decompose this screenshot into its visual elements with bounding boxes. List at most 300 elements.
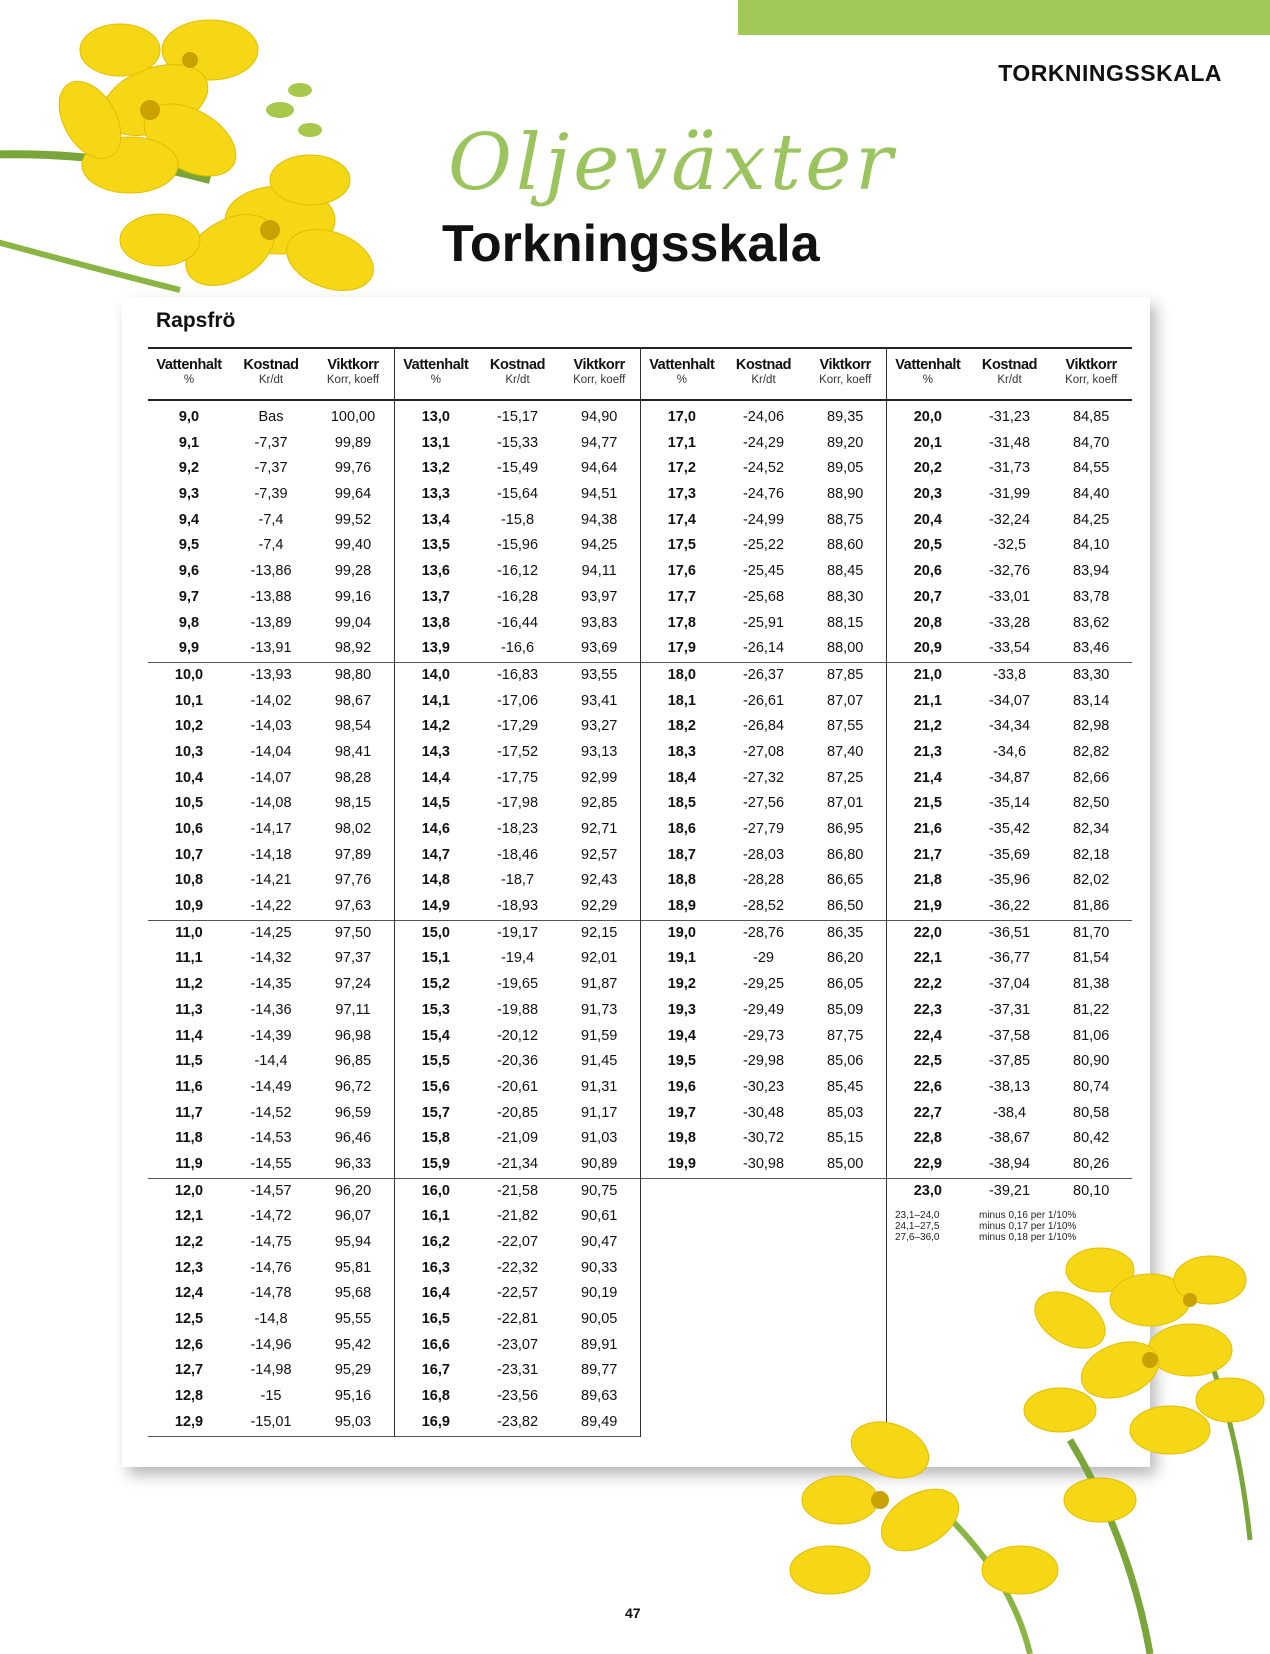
cost-cell: -7,37	[254, 460, 288, 477]
moisture-cell: 14,0	[421, 666, 450, 683]
correction-cell: 95,03	[334, 1413, 372, 1430]
correction-cell: 94,38	[581, 511, 618, 528]
moisture-cell: 20,2	[913, 460, 942, 477]
column-header-label: Viktkorr	[1065, 357, 1117, 373]
correction-cell: 89,05	[827, 460, 864, 477]
table-row	[395, 1152, 640, 1178]
correction-cell: 86,05	[827, 976, 864, 993]
table-row	[395, 920, 640, 947]
moisture-cell: 14,2	[421, 718, 450, 735]
script-title: Oljeväxter	[448, 118, 897, 208]
moisture-cell: 16,5	[421, 1311, 450, 1328]
correction-cell: 84,10	[1073, 537, 1110, 554]
table-row	[395, 1281, 640, 1307]
table-column	[394, 347, 640, 1437]
table-row	[641, 508, 886, 534]
column-header-unit: Korr, koeff	[326, 374, 380, 386]
correction-cell: 95,29	[334, 1362, 372, 1379]
cost-cell: -32,24	[988, 511, 1031, 528]
moisture-cell: 9,3	[178, 486, 200, 503]
table-row	[148, 533, 394, 559]
cost-cell: -13,88	[250, 588, 292, 605]
cost-cell: -34,07	[988, 692, 1031, 709]
cost-cell: -15,01	[250, 1413, 292, 1430]
cost-cell: -15,17	[496, 409, 539, 425]
table-row	[395, 1101, 640, 1127]
column-header-label: Vattenhalt	[156, 357, 222, 373]
table-row	[641, 611, 886, 637]
table-row	[395, 689, 640, 715]
table-row	[641, 843, 886, 869]
correction-cell: 92,01	[581, 950, 618, 967]
column-header-unit: Kr/dt	[997, 374, 1022, 386]
correction-cell: 82,50	[1073, 795, 1110, 812]
column-header	[887, 349, 969, 399]
correction-cell: 92,15	[581, 924, 618, 941]
table-row	[148, 1281, 394, 1307]
cost-cell: -33,28	[988, 614, 1031, 631]
correction-cell: 97,50	[334, 924, 372, 941]
correction-cell: 99,28	[334, 563, 372, 580]
moisture-cell: 18,4	[667, 769, 696, 786]
correction-cell: 95,94	[334, 1234, 372, 1250]
cost-cell: -31,99	[988, 486, 1031, 503]
correction-cell: 81,54	[1073, 950, 1110, 967]
correction-cell: 92,71	[581, 821, 618, 837]
table-column	[148, 347, 394, 1437]
table-row	[395, 405, 640, 431]
cost-cell: -28,76	[742, 924, 785, 941]
table-row	[395, 740, 640, 766]
moisture-cell: 13,0	[421, 409, 450, 425]
cost-cell: -7,4	[258, 537, 284, 554]
moisture-cell: 15,9	[421, 1155, 450, 1172]
column-header-unit: Kr/dt	[751, 374, 776, 386]
correction-cell: 93,69	[581, 640, 618, 657]
table-row	[641, 1024, 886, 1050]
table-row	[641, 662, 886, 689]
table-row	[148, 740, 394, 766]
correction-cell: 94,64	[581, 460, 618, 477]
cost-cell: -22,07	[496, 1234, 539, 1250]
table-row	[148, 636, 394, 662]
correction-cell: 86,80	[827, 846, 864, 863]
moisture-cell: 18,1	[667, 692, 696, 709]
cost-cell: -33,01	[988, 588, 1031, 605]
table-row	[395, 636, 640, 662]
moisture-cell: 22,7	[913, 1104, 942, 1121]
table-row	[148, 1049, 394, 1075]
moisture-cell: 16,2	[421, 1234, 450, 1250]
cost-cell: -29,98	[742, 1053, 785, 1070]
moisture-cell: 16,7	[421, 1362, 450, 1379]
moisture-cell: 22,9	[913, 1155, 942, 1172]
table-row	[887, 1126, 1132, 1152]
correction-cell: 93,83	[581, 614, 618, 631]
correction-cell: 90,47	[581, 1234, 618, 1250]
moisture-cell: 16,4	[421, 1285, 450, 1302]
moisture-cell: 12,0	[174, 1182, 204, 1199]
cost-cell: -15,49	[496, 460, 539, 477]
column-header-unit: %	[922, 374, 933, 386]
table-row	[395, 1075, 640, 1101]
correction-cell: 100,00	[330, 409, 376, 425]
table-row	[148, 791, 394, 817]
table-row	[641, 405, 886, 431]
table-row	[887, 972, 1132, 998]
correction-cell: 88,15	[827, 614, 864, 631]
table-row	[887, 946, 1132, 972]
cost-cell: -14,96	[250, 1336, 292, 1353]
cost-cell: -35,69	[988, 846, 1031, 863]
table-row	[641, 585, 886, 611]
correction-cell: 97,37	[334, 950, 372, 967]
moisture-cell: 10,0	[174, 666, 204, 683]
correction-cell: 98,67	[334, 692, 372, 709]
note-rule: minus 0,18 per 1/10%	[979, 1232, 1077, 1244]
table-row	[887, 1152, 1132, 1178]
cost-cell: -17,29	[496, 718, 539, 735]
cost-cell: -14,76	[250, 1259, 292, 1276]
card-title: Rapsfrö	[156, 309, 236, 332]
column-header	[1050, 349, 1132, 399]
cost-cell: -31,73	[988, 460, 1031, 477]
cost-cell: -24,76	[742, 486, 785, 503]
cost-cell: -13,86	[250, 563, 292, 580]
correction-cell: 96,98	[334, 1027, 372, 1044]
table-row	[148, 559, 394, 585]
moisture-cell: 15,7	[421, 1104, 450, 1121]
cost-cell: -28,03	[742, 846, 785, 863]
moisture-cell: 18,7	[667, 846, 696, 863]
moisture-cell: 18,3	[667, 743, 696, 760]
table-row	[395, 1358, 640, 1384]
cost-cell: -20,36	[496, 1053, 539, 1070]
moisture-cell: 19,8	[667, 1130, 696, 1147]
table-row	[641, 998, 886, 1024]
correction-cell: 94,77	[581, 434, 618, 451]
correction-cell: 95,81	[334, 1259, 372, 1276]
table-row	[641, 791, 886, 817]
accent-bar	[738, 0, 1270, 35]
correction-cell: 90,33	[581, 1259, 618, 1276]
moisture-cell: 22,0	[913, 924, 942, 941]
moisture-cell: 17,8	[667, 614, 696, 631]
moisture-cell: 17,6	[667, 563, 696, 580]
cost-cell: -38,13	[988, 1078, 1031, 1095]
moisture-cell: 10,3	[174, 743, 204, 760]
moisture-cell: 21,4	[913, 769, 942, 786]
correction-cell: 89,49	[581, 1413, 618, 1430]
moisture-cell: 10,8	[174, 872, 204, 889]
table-row	[395, 791, 640, 817]
moisture-cell: 13,6	[421, 563, 450, 580]
cost-cell: -18,93	[496, 898, 539, 915]
cost-cell: -39,21	[988, 1182, 1031, 1199]
table-row	[887, 585, 1132, 611]
correction-cell: 91,17	[581, 1104, 618, 1121]
cost-cell: -7,39	[254, 486, 288, 503]
moisture-cell: 20,1	[913, 434, 942, 451]
moisture-cell: 11,7	[175, 1104, 203, 1121]
cost-cell: -32,5	[992, 537, 1027, 554]
table-row	[887, 740, 1132, 766]
correction-cell: 96,85	[334, 1053, 372, 1070]
table-row	[148, 1024, 394, 1050]
correction-cell: 98,02	[334, 821, 372, 837]
correction-cell: 94,90	[581, 409, 618, 425]
correction-cell: 99,16	[334, 588, 372, 605]
table-row	[641, 868, 886, 894]
correction-cell: 86,35	[827, 924, 864, 941]
moisture-cell: 19,4	[667, 1027, 696, 1044]
table-row	[148, 766, 394, 792]
cost-cell: -34,87	[988, 769, 1031, 786]
correction-cell: 96,20	[334, 1182, 372, 1199]
table-row	[887, 998, 1132, 1024]
table-row	[148, 714, 394, 740]
cost-cell: -19,88	[496, 1001, 539, 1018]
correction-cell: 90,05	[581, 1311, 618, 1328]
table-row	[395, 482, 640, 508]
table-row	[395, 972, 640, 998]
cost-cell: -18,7	[500, 872, 535, 889]
table-row	[887, 559, 1132, 585]
correction-cell: 88,00	[827, 640, 864, 657]
table-row	[148, 843, 394, 869]
cost-cell: -15	[260, 1388, 282, 1405]
cost-cell: -23,31	[496, 1362, 539, 1379]
table-row	[395, 1049, 640, 1075]
cost-cell: -18,23	[496, 821, 539, 837]
cost-cell: -32,76	[988, 563, 1031, 580]
correction-cell: 97,63	[334, 898, 372, 915]
moisture-cell: 16,8	[421, 1388, 450, 1405]
correction-cell: 84,70	[1073, 434, 1110, 451]
table-row	[641, 636, 886, 662]
correction-cell: 99,52	[334, 511, 372, 528]
table-row	[887, 920, 1132, 947]
cost-cell: -14,52	[250, 1104, 292, 1121]
correction-cell: 80,90	[1073, 1053, 1110, 1070]
correction-cell: 93,41	[581, 692, 618, 709]
correction-cell: 92,85	[581, 795, 618, 812]
correction-cell: 95,42	[334, 1336, 372, 1353]
moisture-cell: 14,1	[421, 692, 450, 709]
moisture-cell: 17,7	[667, 588, 696, 605]
moisture-cell: 14,4	[421, 769, 450, 786]
moisture-cell: 12,1	[174, 1208, 204, 1225]
cost-cell: -7,37	[254, 434, 288, 451]
moisture-cell: 14,5	[421, 795, 450, 812]
correction-cell: 99,04	[334, 614, 372, 631]
cost-cell: -14,49	[250, 1078, 292, 1095]
correction-cell: 85,09	[827, 1001, 864, 1018]
correction-cell: 86,65	[827, 872, 864, 889]
correction-cell: 80,26	[1073, 1155, 1110, 1172]
moisture-cell: 9,2	[178, 460, 200, 477]
correction-cell: 96,46	[334, 1130, 372, 1147]
table-row	[148, 1384, 394, 1410]
cost-cell: -25,91	[742, 614, 785, 631]
correction-cell: 97,89	[334, 846, 372, 863]
moisture-cell: 19,5	[667, 1053, 696, 1070]
cost-cell: -16,83	[496, 666, 539, 683]
cost-cell: -13,93	[250, 666, 292, 683]
correction-cell: 95,68	[334, 1285, 372, 1302]
cost-cell: -37,04	[988, 976, 1031, 993]
table-row	[395, 559, 640, 585]
table-row	[148, 1410, 394, 1437]
correction-cell: 88,90	[827, 486, 864, 503]
correction-cell: 95,55	[334, 1311, 372, 1328]
cost-cell: -36,51	[988, 924, 1031, 941]
table-row	[887, 1049, 1132, 1075]
table-row	[148, 585, 394, 611]
table-row	[148, 868, 394, 894]
correction-cell: 82,18	[1073, 846, 1110, 863]
cost-cell: -14,25	[250, 924, 292, 941]
table-row	[148, 1152, 394, 1178]
moisture-cell: 15,1	[421, 950, 450, 967]
moisture-cell: 12,9	[174, 1413, 204, 1430]
cost-cell: -26,37	[742, 666, 785, 683]
moisture-cell: 22,6	[913, 1078, 942, 1095]
moisture-cell: 19,9	[667, 1155, 696, 1172]
moisture-cell: 18,0	[667, 666, 696, 683]
cost-cell: -28,52	[742, 898, 785, 915]
correction-cell: 93,27	[581, 718, 618, 735]
moisture-cell: 21,5	[913, 795, 942, 812]
table-row	[641, 766, 886, 792]
moisture-cell: 23,0	[913, 1182, 942, 1199]
cost-cell: Bas	[258, 409, 284, 425]
cost-cell: -15,8	[500, 511, 535, 528]
table-row	[887, 714, 1132, 740]
column-header-label: Kostnad	[735, 357, 792, 373]
correction-cell: 87,85	[827, 666, 864, 683]
moisture-cell: 22,1	[913, 950, 942, 967]
table-row	[887, 533, 1132, 559]
cost-cell: -38,67	[988, 1130, 1031, 1147]
table-row	[887, 636, 1132, 662]
moisture-cell: 12,8	[174, 1388, 204, 1405]
cost-cell: -16,44	[496, 614, 539, 631]
cost-cell: -35,96	[988, 872, 1031, 889]
cost-cell: -26,84	[742, 718, 785, 735]
cost-cell: -23,56	[496, 1388, 539, 1405]
correction-cell: 80,58	[1073, 1104, 1110, 1121]
table-header	[641, 347, 886, 401]
table-row	[887, 894, 1132, 920]
cost-cell: -14,04	[250, 743, 292, 760]
correction-cell: 98,54	[334, 718, 372, 735]
table-row	[395, 1307, 640, 1333]
moisture-cell: 15,8	[421, 1130, 450, 1147]
moisture-cell: 17,9	[667, 640, 696, 657]
moisture-cell: 19,1	[667, 950, 696, 967]
correction-cell: 82,66	[1073, 769, 1110, 786]
table-row	[395, 662, 640, 689]
moisture-cell: 21,1	[913, 692, 942, 709]
correction-cell: 88,45	[827, 563, 864, 580]
moisture-cell: 20,3	[913, 486, 942, 503]
moisture-cell: 9,1	[178, 434, 200, 451]
table-row	[641, 431, 886, 457]
moisture-cell: 20,9	[913, 640, 942, 657]
correction-cell: 81,06	[1073, 1027, 1110, 1044]
correction-cell: 99,64	[334, 486, 372, 503]
cost-cell: -14,8	[254, 1311, 288, 1328]
table-row	[395, 894, 640, 920]
cost-cell: -34,6	[992, 743, 1027, 760]
cost-cell: -31,23	[988, 409, 1031, 425]
moisture-cell: 20,8	[913, 614, 942, 631]
correction-cell: 98,28	[334, 769, 372, 786]
cost-cell: -36,22	[988, 898, 1031, 915]
correction-cell: 91,59	[581, 1027, 618, 1044]
table-row	[641, 714, 886, 740]
cost-cell: -19,65	[496, 976, 539, 993]
moisture-cell: 22,2	[913, 976, 942, 993]
table-row	[641, 482, 886, 508]
correction-cell: 87,25	[827, 769, 864, 786]
cost-cell: -23,07	[496, 1336, 539, 1353]
correction-cell: 80,10	[1073, 1182, 1110, 1199]
cost-cell: -15,33	[496, 434, 539, 451]
table-row	[887, 843, 1132, 869]
table-row	[148, 1101, 394, 1127]
correction-cell: 98,92	[334, 640, 372, 657]
table-row	[887, 662, 1132, 689]
moisture-cell: 12,3	[174, 1259, 204, 1276]
cost-cell: -21,82	[496, 1208, 539, 1225]
correction-cell: 80,42	[1073, 1130, 1110, 1147]
table-row	[887, 1075, 1132, 1101]
correction-cell: 95,16	[334, 1388, 372, 1405]
column-header-unit: Korr, koeff	[1065, 374, 1118, 386]
column-header	[723, 349, 805, 399]
correction-cell: 82,98	[1073, 718, 1110, 735]
column-header-label: Viktkorr	[819, 357, 871, 373]
table-row	[148, 456, 394, 482]
cost-cell: -37,85	[988, 1053, 1031, 1070]
correction-cell: 94,11	[581, 563, 617, 580]
moisture-cell: 13,9	[421, 640, 450, 657]
correction-cell: 80,74	[1073, 1078, 1110, 1095]
correction-cell: 97,76	[334, 872, 372, 889]
correction-cell: 97,24	[334, 976, 372, 993]
moisture-cell: 14,6	[421, 821, 450, 837]
moisture-cell: 11,3	[175, 1001, 203, 1018]
moisture-cell: 10,1	[174, 692, 204, 709]
cost-cell: -14,55	[250, 1155, 292, 1172]
cost-cell: -17,52	[496, 743, 539, 760]
cost-cell: -14,32	[250, 950, 292, 967]
table-row	[148, 817, 394, 843]
correction-cell: 91,87	[581, 976, 618, 993]
table-row	[148, 611, 394, 637]
cost-cell: -19,4	[500, 950, 535, 967]
cost-cell: -16,12	[496, 563, 539, 580]
correction-cell: 82,02	[1073, 872, 1110, 889]
correction-cell: 86,95	[827, 821, 864, 837]
correction-cell: 82,34	[1073, 821, 1110, 837]
moisture-cell: 11,5	[175, 1053, 203, 1070]
cost-cell: -33,54	[988, 640, 1031, 657]
moisture-cell: 14,9	[421, 898, 450, 915]
cost-cell: -14,36	[250, 1001, 292, 1018]
